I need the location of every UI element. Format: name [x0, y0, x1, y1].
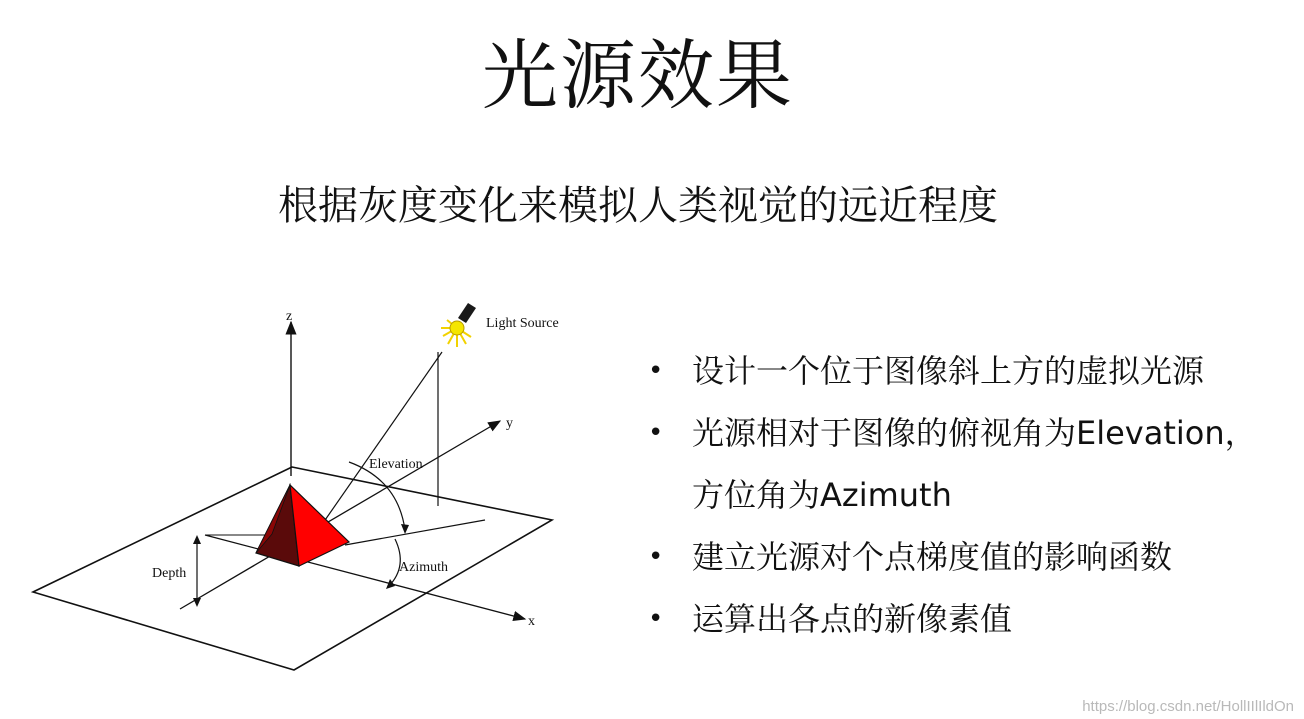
bullet-marker: •	[648, 356, 664, 386]
bullet-item-1	[640, 340, 1290, 402]
bullet-list	[640, 340, 1290, 650]
x-axis-line	[205, 535, 525, 619]
light-source-diagram	[0, 290, 640, 690]
y-axis-label: y	[506, 416, 513, 431]
light-ray-line	[323, 352, 442, 523]
lamp-body	[458, 303, 476, 323]
bullet-marker: •	[648, 542, 664, 572]
light-source-icon	[441, 303, 476, 347]
bullet-marker: •	[648, 418, 664, 448]
bullet-item-3	[640, 526, 1290, 588]
z-axis-label: z	[286, 309, 293, 324]
bullet-item-2	[640, 402, 1290, 526]
depth-arrow-bottom	[193, 598, 201, 607]
elevation-arc	[349, 462, 405, 530]
depth-label: Depth	[152, 566, 187, 581]
watermark-url: https://blog.csdn.net/HollIIlIldOn	[1082, 698, 1294, 715]
bullet-marker: •	[648, 604, 664, 634]
slide-title: 光源效果	[482, 31, 794, 120]
bullet-text-continued: 方位角为Azimuth	[692, 476, 952, 514]
bullet-item-4	[640, 588, 1290, 650]
slide-subtitle: 根据灰度变化来模拟人类视觉的远近程度	[278, 183, 998, 229]
bullet-text: 光源相对于图像的俯视角为Elevation，	[692, 414, 1257, 452]
pyramid	[256, 485, 349, 566]
azimuth-ray-line	[345, 520, 485, 545]
elevation-label: Elevation	[369, 457, 423, 472]
azimuth-label: Azimuth	[399, 560, 448, 575]
x-axis-label: x	[528, 614, 535, 629]
bullet-text: 建立光源对个点梯度值的影响函数	[692, 538, 1173, 576]
pyramid-light-face	[290, 485, 349, 566]
light-source-label: Light Source	[486, 316, 559, 331]
elevation-arrow	[401, 524, 409, 534]
y-axis-line	[180, 421, 500, 609]
light-bulb	[450, 321, 464, 335]
bullet-text: 设计一个位于图像斜上方的虚拟光源	[692, 352, 1205, 390]
bullet-text: 运算出各点的新像素值	[692, 600, 1013, 638]
depth-arrow-top	[193, 535, 201, 544]
